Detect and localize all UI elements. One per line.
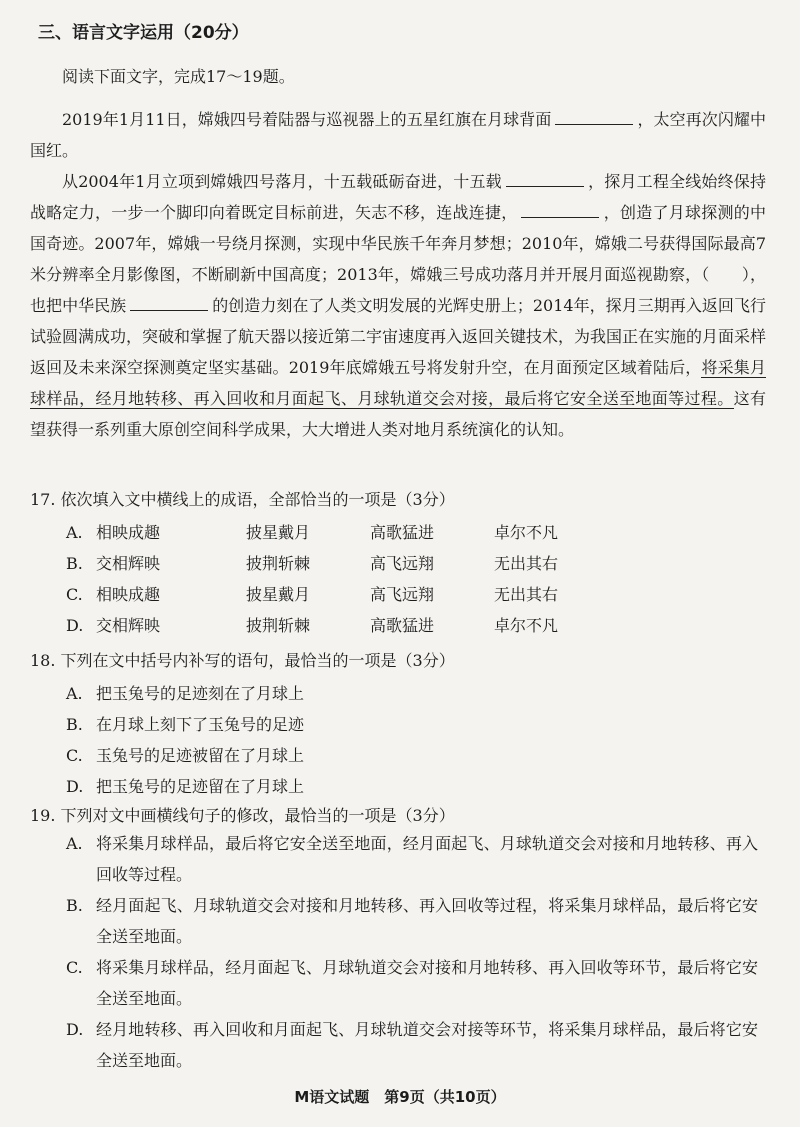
option-text: 把玉兔号的足迹留在了月球上 <box>96 777 305 796</box>
option-word: 披星戴月 <box>246 523 311 542</box>
option-word: 披荆斩棘 <box>246 616 311 635</box>
passage-text: ，创造了月球探测的中国奇迹。2007年，嫦娥一号绕月探测，实现中华民族千年奔月梦想；2010年，嫦娥二号获得国际最高7米分辨率全月影像图，不断刷新中国高度；2013年，嫦娥三号成功落月并开展月面巡视勘察，（ ），也把中华民族 <box>30 203 766 315</box>
question-18-stem: 18. 下列在文中括号内补写的语句，最恰当的一项是（3分） <box>30 651 455 670</box>
option-letter: D. <box>66 777 84 796</box>
option-letter: A. <box>66 834 83 853</box>
option-text: 将采集月球样品，最后将它安全送至地面，经月面起飞、月球轨道交会对接和月地转移、再入回收等过程。 <box>96 834 758 884</box>
option-word: 披星戴月 <box>246 585 311 604</box>
option-letter: C. <box>66 958 83 977</box>
underlined-sentence: 将采集月球样品，经月地转移、再入回收和月面起飞、月球轨道交会对接，最后将它安全送至地面等过程。 <box>30 358 766 408</box>
option-word: 相映成趣 <box>96 585 161 604</box>
option-text: 经月地转移、再入回收和月面起飞、月球轨道交会对接等环节，将采集月球样品，最后将它安全送至地面。 <box>96 1020 758 1070</box>
option-text: 把玉兔号的足迹刻在了月球上 <box>96 684 305 703</box>
option-word: 高飞远翔 <box>370 554 435 573</box>
option-letter: D. <box>66 616 84 635</box>
q17-option-a <box>66 517 618 548</box>
option-letter: A. <box>66 523 83 542</box>
option-word: 无出其右 <box>494 554 559 573</box>
option-word: 相映成趣 <box>96 523 161 542</box>
option-word: 交相辉映 <box>96 554 161 573</box>
question-18-options <box>66 678 304 802</box>
option-letter: D. <box>66 1020 84 1039</box>
passage-paragraph-1 <box>30 104 766 166</box>
passage-text: 从2004年1月立项到嫦娥四号落月，十五载砥砺奋进，十五载 <box>62 172 502 191</box>
reading-passage <box>30 104 766 445</box>
question-17-stem: 17. 依次填入文中横线上的成语，全部恰当的一项是（3分） <box>30 490 455 509</box>
page-footer: M语文试题 第9页（共10页） <box>294 1088 506 1106</box>
q18-option-a <box>66 678 304 709</box>
fill-blank-1 <box>555 108 633 125</box>
option-word: 高飞远翔 <box>370 585 435 604</box>
q17-option-d <box>66 610 618 641</box>
fill-blank-2 <box>506 170 584 187</box>
option-word: 无出其右 <box>494 585 559 604</box>
fill-blank-3 <box>521 201 599 218</box>
option-letter: A. <box>66 684 83 703</box>
question-19-stem: 19. 下列对文中画横线句子的修改，最恰当的一项是（3分） <box>30 806 455 825</box>
option-letter: C. <box>66 746 83 765</box>
q17-option-c <box>66 579 618 610</box>
q18-option-b <box>66 709 304 740</box>
q18-option-c <box>66 740 304 771</box>
option-text: 经月面起飞、月球轨道交会对接和月地转移、再入回收等过程，将采集月球样品，最后将它安全送至地面。 <box>96 896 758 946</box>
option-text: 将采集月球样品，经月面起飞、月球轨道交会对接和月地转移、再入回收等环节，最后将它安全送至地面。 <box>96 958 758 1008</box>
q18-option-d <box>66 771 304 802</box>
question-17-options <box>66 517 618 641</box>
option-text: 在月球上刻下了玉兔号的足迹 <box>96 715 305 734</box>
passage-text: ，探月工程全线始终保持战略定力，一步一个脚印向着既定目标前进，矢志不移，连战连捷， <box>30 172 766 222</box>
option-letter: B. <box>66 896 83 915</box>
section-title: 三、语言文字运用（20分） <box>38 23 249 43</box>
passage-text: 的创造力刻在了人类文明发展的光辉史册上；2014年，探月三期再入返回飞行试验圆满成功，突破和掌握了航天器以接近第二宇宙速度再入返回关键技术，为我国正在实施的月面采样返回及未来深空探测奠定坚实基础。2019年底嫦娥五号将发射升空，在月面预定区域着陆后， <box>30 296 767 377</box>
option-letter: B. <box>66 715 83 734</box>
option-letter: B. <box>66 554 83 573</box>
option-word: 高歌猛进 <box>370 523 435 542</box>
option-word: 卓尔不凡 <box>494 523 559 542</box>
q19-option-d <box>66 1014 758 1076</box>
q17-option-b <box>66 548 618 579</box>
option-word: 卓尔不凡 <box>494 616 559 635</box>
option-word: 披荆斩棘 <box>246 554 311 573</box>
fill-blank-4 <box>130 294 208 311</box>
reading-instruction: 阅读下面文字，完成17～19题。 <box>62 67 295 86</box>
q19-option-c <box>66 952 758 1014</box>
question-19-options <box>66 828 758 1076</box>
option-letter: C. <box>66 585 83 604</box>
q19-option-a <box>66 828 758 890</box>
q19-option-b <box>66 890 758 952</box>
option-word: 交相辉映 <box>96 616 161 635</box>
option-word: 高歌猛进 <box>370 616 435 635</box>
passage-paragraph-2 <box>30 166 766 445</box>
option-text: 玉兔号的足迹被留在了月球上 <box>96 746 305 765</box>
passage-text: 2019年1月11日，嫦娥四号着陆器与巡视器上的五星红旗在月球背面 <box>62 110 552 129</box>
passage-text: 这有望获得一系列重大原创空间科学成果，大大增进人类对地月系统演化的认知。 <box>30 389 766 439</box>
passage-text: ，太空再次闪耀中国红。 <box>30 110 766 160</box>
